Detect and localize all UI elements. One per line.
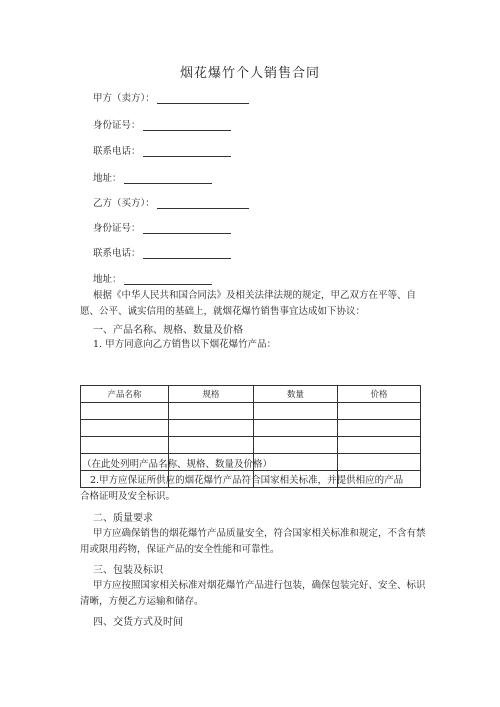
party-b-id-field: [93, 220, 231, 234]
table-cell[interactable]: [254, 403, 338, 420]
party-b-id-blank[interactable]: [143, 223, 231, 234]
section-1-item-2-line-1: 2.甲方应保证所供应的烟花爆竹产品符合国家相关标准，并提供相应的产品: [90, 475, 404, 486]
section-3-heading: 三、包装及标识: [93, 565, 163, 576]
header-spec: 规格: [169, 386, 254, 403]
table-cell[interactable]: [338, 420, 421, 437]
section-1-item-2-line-2: 合格证明及安全标识。: [80, 491, 176, 502]
table-note: （在此处列明产品名称、规格、数量及价格）: [82, 459, 273, 470]
table-cell[interactable]: [338, 454, 421, 471]
section-1-item-1: 1. 甲方同意向乙方销售以下烟花爆竹产品：: [93, 339, 277, 350]
section-2-line-2: 用或限用药物，保证产品的安全性能和可靠性。: [80, 544, 280, 555]
document-title: 烟花爆竹个人销售合同: [179, 66, 320, 81]
party-a-phone-label: 联系电话：: [93, 146, 141, 157]
party-b-id-label: 身份证号：: [93, 223, 141, 234]
section-2-line-1: 甲方应确保销售的烟花爆竹产品质量安全，符合国家相关标准和规定，不含有禁: [93, 528, 426, 539]
section-3-line-1: 甲方应按照国家相关标准对烟花爆竹产品进行包装，确保包装完好、安全、标识: [93, 580, 426, 591]
party-b-label: 乙方（买方）：: [93, 198, 155, 209]
party-b-address-field: [93, 271, 212, 285]
table-cell[interactable]: [169, 420, 254, 437]
preamble-line-2: 愿、公平、诚实信用的基础上，就烟花爆竹销售事宜达成如下协议：: [80, 306, 366, 317]
header-product-name: 产品名称: [81, 386, 169, 403]
party-b-name-blank[interactable]: [157, 198, 249, 209]
preamble-line-1: 根据《中华人民共和国合同法》及相关法律法规的规定，甲乙双方在平等、自: [93, 290, 417, 301]
party-a-label: 甲方（卖方）：: [93, 93, 155, 104]
table-cell[interactable]: [254, 437, 338, 454]
table-cell[interactable]: [81, 420, 169, 437]
party-a-phone-field: [93, 143, 231, 157]
table-cell[interactable]: [81, 403, 169, 420]
table-cell[interactable]: [338, 437, 421, 454]
party-a-id-label: 身份证号：: [93, 120, 141, 131]
party-b-name-field: [93, 195, 249, 209]
table-cell[interactable]: [254, 420, 338, 437]
party-a-name-field: [93, 90, 249, 104]
table-cell[interactable]: [81, 437, 169, 454]
party-a-phone-blank[interactable]: [143, 146, 231, 157]
party-a-address-field: [93, 170, 212, 184]
party-a-name-blank[interactable]: [157, 93, 249, 104]
table-cell[interactable]: [169, 403, 254, 420]
header-price: 价格: [338, 386, 421, 403]
party-b-address-label: 地址：: [93, 274, 122, 285]
party-b-address-blank[interactable]: [124, 274, 212, 285]
section-2-heading: 二、质量要求: [93, 513, 153, 524]
section-1-heading: 一、产品名称、规格、数量及价格: [93, 325, 243, 336]
party-a-id-blank[interactable]: [143, 120, 231, 131]
header-quantity: 数量: [254, 386, 338, 403]
party-a-id-field: [93, 117, 231, 131]
party-b-phone-blank[interactable]: [143, 248, 231, 259]
party-b-phone-label: 联系电话：: [93, 248, 141, 259]
table-row: [81, 403, 421, 420]
table-cell[interactable]: [338, 403, 421, 420]
table-row: [81, 420, 421, 437]
party-b-phone-field: [93, 245, 231, 259]
party-a-address-label: 地址：: [93, 173, 122, 184]
section-4-heading: 四、交货方式及时间: [93, 617, 183, 628]
party-a-address-blank[interactable]: [124, 173, 212, 184]
product-table-header-row: [81, 386, 421, 403]
table-row: [81, 437, 421, 454]
section-3-line-2: 清晰，方便乙方运输和储存。: [80, 596, 204, 607]
table-cell[interactable]: [169, 437, 254, 454]
